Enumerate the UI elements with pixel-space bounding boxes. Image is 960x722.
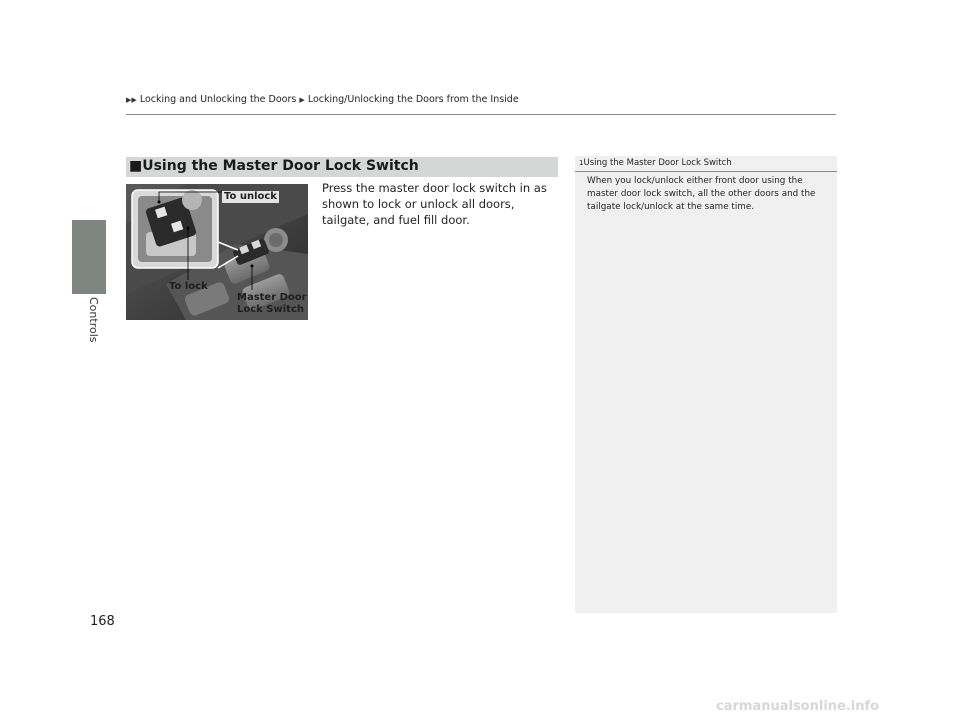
note-title: 1Using the Master Door Lock Switch xyxy=(579,158,732,168)
callout-to-lock: To lock xyxy=(169,281,208,292)
section-heading xyxy=(126,157,558,177)
breadcrumb xyxy=(126,94,519,105)
square-bullet-icon: ■ xyxy=(129,158,143,174)
callout-master-switch-line2: Lock Switch xyxy=(237,304,304,315)
section-title: ■Using the Master Door Lock Switch xyxy=(129,158,419,174)
callout-to-unlock: To unlock xyxy=(224,191,277,202)
breadcrumb-arrow-icon: ▶ xyxy=(299,96,305,104)
chapter-tab xyxy=(72,220,106,294)
page-number: 168 xyxy=(90,614,115,629)
header-divider xyxy=(126,114,836,115)
note-sidebar xyxy=(575,156,837,613)
breadcrumb-arrow-icon: ▶▶ xyxy=(126,96,137,104)
note-text: When you lock/unlock either front door using the master door lock switch, all the other doors and the tailgate lock/unlock at the same time. xyxy=(587,176,816,212)
breadcrumb-item-inside[interactable]: Locking/Unlocking the Doors from the Inside xyxy=(307,94,519,105)
master-switch-photo xyxy=(126,184,308,320)
note-divider xyxy=(575,171,837,172)
chapter-label: Controls xyxy=(87,297,100,343)
callout-master-switch-line1: Master Door xyxy=(237,292,307,303)
watermark: carmanualsonline.info xyxy=(716,699,880,714)
note-marker-icon: 1 xyxy=(579,159,584,167)
breadcrumb-item-locking[interactable]: Locking and Unlocking the Doors xyxy=(139,94,297,105)
body-paragraph: Press the master door lock switch in as shown to lock or unlock all doors, tailgate, and fuel fill door. xyxy=(322,181,547,227)
